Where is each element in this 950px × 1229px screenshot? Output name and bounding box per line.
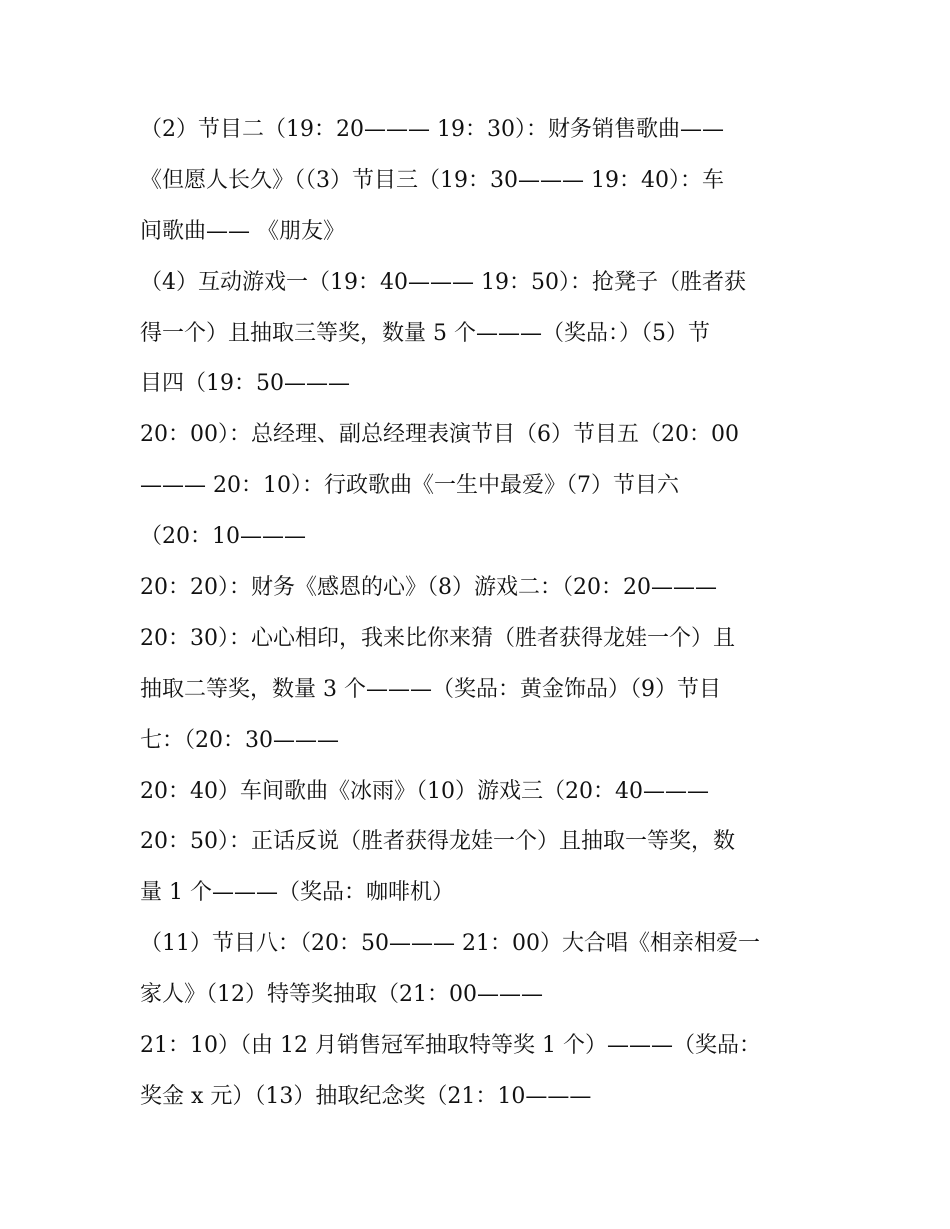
text-line: 20：30）：心心相印，我来比你来猜（胜者获得龙娃一个）且 bbox=[140, 625, 735, 651]
text-line: 间歌曲—— 《朋友》 bbox=[140, 218, 345, 244]
text-line: 奖金 x 元）（13）抽取纪念奖（21：10——— bbox=[140, 1083, 592, 1109]
text-line: （4）互动游戏一（19：40——— 19：50）：抢凳子（胜者获 bbox=[140, 269, 746, 295]
text-line: （20：10——— bbox=[140, 524, 306, 550]
text-line: 抽取二等奖，数量 3 个———（奖品：黄金饰品）（9）节目 bbox=[140, 676, 721, 702]
text-line: 量 1 个———（奖品：咖啡机） bbox=[140, 880, 454, 906]
text-line: （2）节目二（19：20——— 19：30）：财务销售歌曲—— bbox=[140, 117, 724, 142]
text-line: 目四（19：50——— bbox=[140, 371, 350, 397]
program-schedule-text bbox=[140, 105, 830, 1123]
text-line: 《但愿人长久》（（3）节目三（19：30——— 19：40）：车 bbox=[140, 167, 724, 193]
text-line: 得一个）且抽取三等奖，数量 5 个———（奖品：）（5）节 bbox=[140, 320, 710, 346]
text-line: 家人》（12）特等奖抽取（21：00——— bbox=[140, 982, 543, 1008]
text-line: 七：（20：30——— bbox=[140, 727, 339, 753]
text-line: 20：40）车间歌曲《冰雨》（10）游戏三（20：40——— bbox=[140, 778, 709, 804]
text-line: 21：10）（由 12 月销售冠军抽取特等奖 1 个）———（奖品： bbox=[140, 1033, 761, 1059]
text-line: ——— 20：10）：行政歌曲《一生中最爱》（7）节目六 bbox=[140, 473, 679, 499]
text-line: 20：00）：总经理、副总经理表演节目（6）节目五（20：00 bbox=[140, 422, 739, 448]
text-line: 20：50）：正话反说（胜者获得龙娃一个）且抽取一等奖，数 bbox=[140, 829, 735, 855]
text-line: （11）节目八：（20：50——— 21：00）大合唱《相亲相爱一 bbox=[140, 931, 760, 957]
text-line: 20：20）：财务《感恩的心》（8）游戏二：（20：20——— bbox=[140, 575, 717, 601]
